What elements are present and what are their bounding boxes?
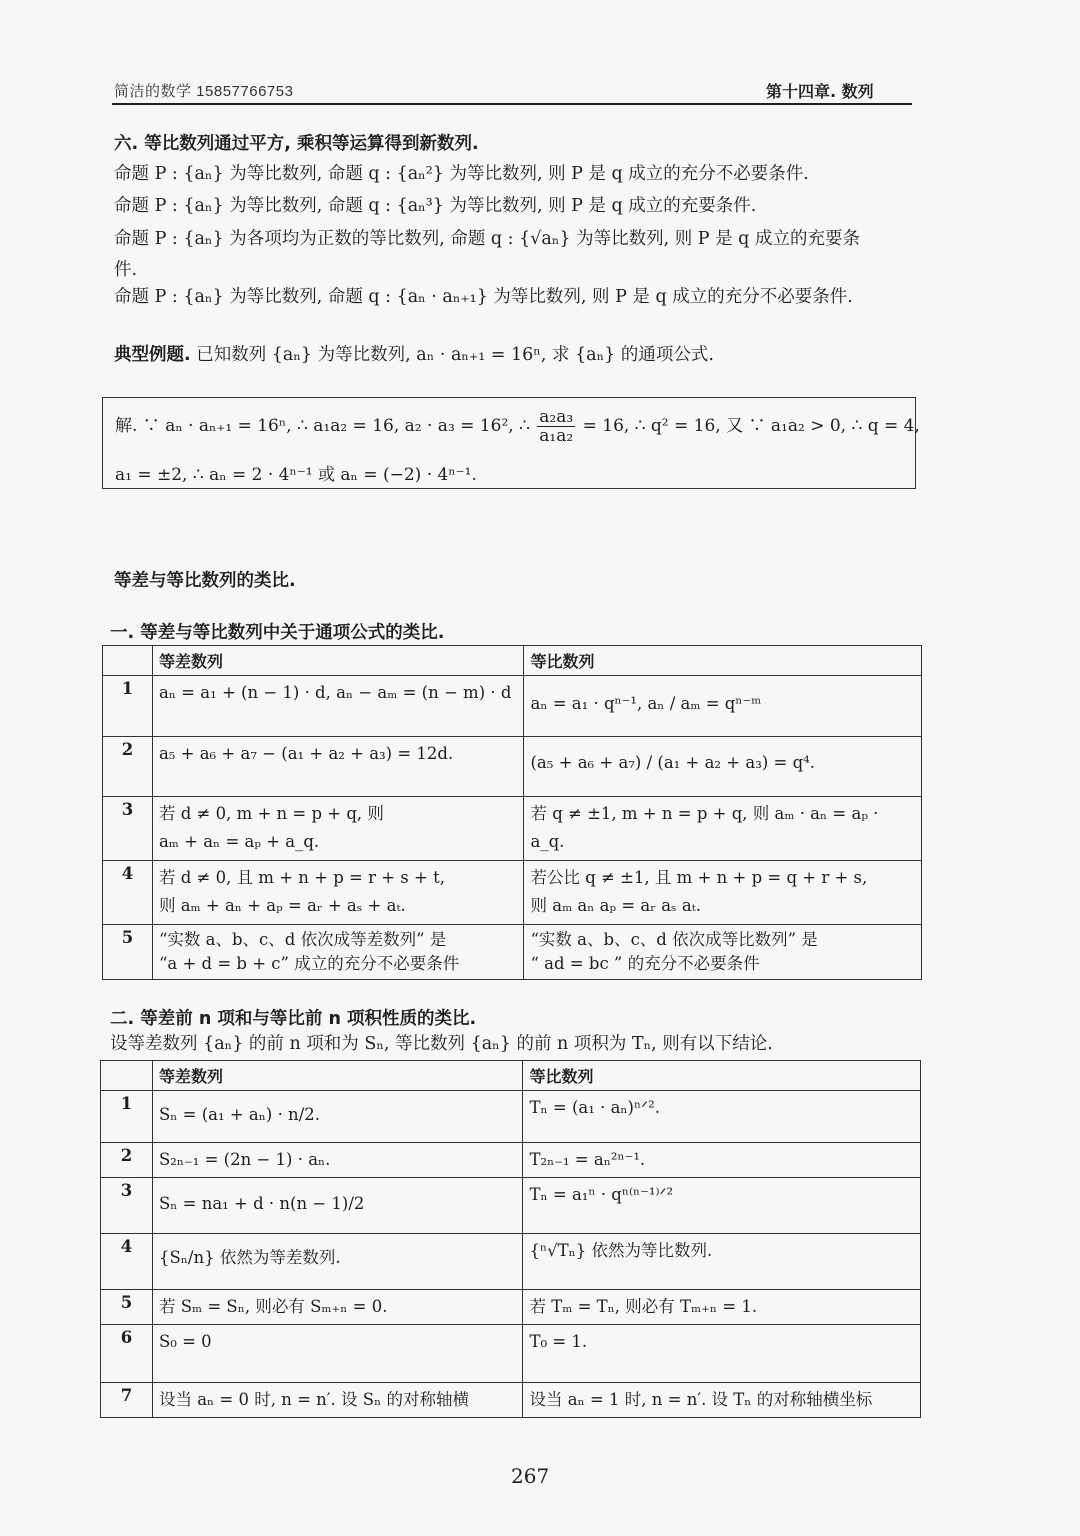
geom-cell: 若 Tₘ = Tₙ, 则必有 Tₘ₊ₙ = 1. — [523, 1290, 921, 1325]
header-chapter: 第十四章. 数列 — [766, 82, 874, 101]
example-label: 典型例题. — [114, 345, 191, 365]
table-row — [103, 797, 922, 861]
geom-cell: 若公比 q ≠ ±1, 且 m + n + p = q + r + s, 则 aₘ aₙ aₚ = aᵣ aₛ aₜ. — [524, 861, 922, 925]
table-row — [103, 737, 922, 797]
table-row — [101, 1143, 921, 1178]
table2-header-geom: 等比数列 — [523, 1061, 921, 1091]
arith-cell: S₀ = 0 — [152, 1325, 523, 1383]
row-index: 1 — [103, 676, 153, 737]
section6-line-5: 命题 P : {aₙ} 为等比数列, 命题 q : {aₙ · aₙ₊₁} 为等比数列, 则 P 是 q 成立的充分不必要条件. — [114, 287, 853, 307]
example-text: 已知数列 {aₙ} 为等比数列, aₙ · aₙ₊₁ = 16ⁿ, 求 {aₙ} 的通项公式. — [196, 345, 714, 365]
solution-line-2: a₁ = ±2, ∴ aₙ = 2 · 4ⁿ⁻¹ 或 aₙ = (−2) · 4ⁿ⁻¹. — [115, 465, 477, 485]
arith-cell: {Sₙ/n} 依然为等差数列. — [152, 1234, 523, 1290]
table2-intro: 设等差数列 {aₙ} 的前 n 项和为 Sₙ, 等比数列 {aₙ} 的前 n 项积为 Tₙ, 则有以下结论. — [110, 1034, 773, 1054]
solution-box — [102, 397, 920, 489]
arith-cell: 若 d ≠ 0, 且 m + n + p = r + s + t, 则 aₘ + aₙ + aₚ = aᵣ + aₛ + aₜ. — [152, 861, 524, 925]
geom-cell: Tₙ = a₁ⁿ · qⁿ⁽ⁿ⁻¹⁾ᐟ² — [523, 1178, 921, 1234]
table-row — [101, 1290, 921, 1325]
section6-line-4: 件. — [114, 260, 138, 280]
row-index: 7 — [101, 1383, 153, 1418]
table1-corner — [103, 646, 153, 676]
arith-cell: S₂ₙ₋₁ = (2n − 1) · aₙ. — [152, 1143, 523, 1178]
geom-cell: (a₅ + a₆ + a₇) / (a₁ + a₂ + a₃) = q⁴. — [524, 737, 922, 797]
page-number: 267 — [511, 1464, 550, 1488]
arith-cell: aₙ = a₁ + (n − 1) · d, aₙ − aₘ = (n − m) · d — [152, 676, 524, 737]
row-index: 5 — [103, 925, 153, 980]
geom-cell: “实数 a、b、c、d 依次成等比数列” 是 “ ad = bc ” 的充分不必要条件 — [524, 925, 922, 980]
table-general-term — [102, 645, 922, 980]
table-row — [101, 1383, 921, 1418]
row-index: 2 — [103, 737, 153, 797]
table-row — [101, 1325, 921, 1383]
solution-part-a: 解. ∵ aₙ · aₙ₊₁ = 16ⁿ, ∴ a₁a₂ = 16, a₂ · a₃ = 16², ∴ — [115, 416, 530, 436]
table2-header-row — [101, 1061, 921, 1091]
row-index: 4 — [103, 861, 153, 925]
row-index: 1 — [101, 1091, 153, 1143]
table2-header-arith: 等差数列 — [152, 1061, 523, 1091]
table-row — [103, 861, 922, 925]
arith-cell: Sₙ = (a₁ + aₙ) · n/2. — [152, 1091, 523, 1143]
table-row — [103, 676, 922, 737]
table1-header-geom: 等比数列 — [524, 646, 922, 676]
geom-cell: {ⁿ√Tₙ} 依然为等比数列. — [523, 1234, 921, 1290]
row-index: 6 — [101, 1325, 153, 1383]
table-sum-product — [100, 1060, 921, 1418]
section6-line-1: 命题 P : {aₙ} 为等比数列, 命题 q : {aₙ²} 为等比数列, 则 P 是 q 成立的充分不必要条件. — [114, 164, 809, 184]
section6-line-2: 命题 P : {aₙ} 为等比数列, 命题 q : {aₙ³} 为等比数列, 则 P 是 q 成立的充要条件. — [114, 196, 757, 216]
arith-cell: a₅ + a₆ + a₇ − (a₁ + a₂ + a₃) = 12d. — [152, 737, 524, 797]
row-index: 3 — [101, 1178, 153, 1234]
table2-title: 二. 等差前 n 项和与等比前 n 项积性质的类比. — [110, 1009, 477, 1029]
arith-cell: 若 Sₘ = Sₙ, 则必有 Sₘ₊ₙ = 0. — [152, 1290, 523, 1325]
geom-cell: Tₙ = (a₁ · aₙ)ⁿᐟ². — [523, 1091, 921, 1143]
section6-line-3: 命题 P : {aₙ} 为各项均为正数的等比数列, 命题 q : {√aₙ} 为等比数列, 则 P 是 q 成立的充要条 — [114, 229, 860, 249]
geom-cell: 设当 aₙ = 1 时, n = n′. 设 Tₙ 的对称轴横坐标 — [523, 1383, 921, 1418]
table-row — [101, 1091, 921, 1143]
row-index: 4 — [101, 1234, 153, 1290]
table1-header-row — [103, 646, 922, 676]
table-row — [101, 1234, 921, 1290]
table-row — [101, 1178, 921, 1234]
solution-line-1 — [115, 408, 920, 445]
geom-cell: aₙ = a₁ · qⁿ⁻¹, aₙ / aₘ = qⁿ⁻ᵐ — [524, 676, 922, 737]
header-rule — [112, 103, 912, 105]
arith-cell: Sₙ = na₁ + d · n(n − 1)/2 — [152, 1178, 523, 1234]
arith-cell: 设当 aₙ = 0 时, n = n′. 设 Sₙ 的对称轴横 — [152, 1383, 523, 1418]
geom-cell: T₀ = 1. — [523, 1325, 921, 1383]
solution-part-b: = 16, ∴ q² = 16, 又 ∵ a₁a₂ > 0, ∴ q = 4, — [582, 416, 920, 436]
header-left: 简洁的数学 15857766753 — [114, 83, 294, 100]
geom-cell: 若 q ≠ ±1, m + n = p + q, 则 aₘ · aₙ = aₚ · a_q. — [524, 797, 922, 861]
row-index: 2 — [101, 1143, 153, 1178]
solution-fraction-den: a₁a₂ — [539, 426, 574, 446]
example-line — [114, 344, 714, 366]
section6-title: 六. 等比数列通过平方, 乘积等运算得到新数列. — [114, 134, 479, 154]
solution-fraction-num: a₂a₃ — [539, 407, 574, 427]
table1-header-arith: 等差数列 — [152, 646, 524, 676]
row-index: 3 — [103, 797, 153, 861]
arith-cell: 若 d ≠ 0, m + n = p + q, 则 aₘ + aₙ = aₚ + a_q. — [152, 797, 524, 861]
table-row — [103, 925, 922, 980]
table1-title: 一. 等差与等比数列中关于通项公式的类比. — [110, 623, 445, 643]
arith-cell: “实数 a、b、c、d 依次成等差数列” 是 “a + d = b + c” 成立的充分不必要条件 — [152, 925, 524, 980]
analogy-title: 等差与等比数列的类比. — [114, 571, 296, 591]
row-index: 5 — [101, 1290, 153, 1325]
solution-fraction — [537, 408, 575, 445]
geom-cell: T₂ₙ₋₁ = aₙ²ⁿ⁻¹. — [523, 1143, 921, 1178]
table2-corner — [101, 1061, 153, 1091]
